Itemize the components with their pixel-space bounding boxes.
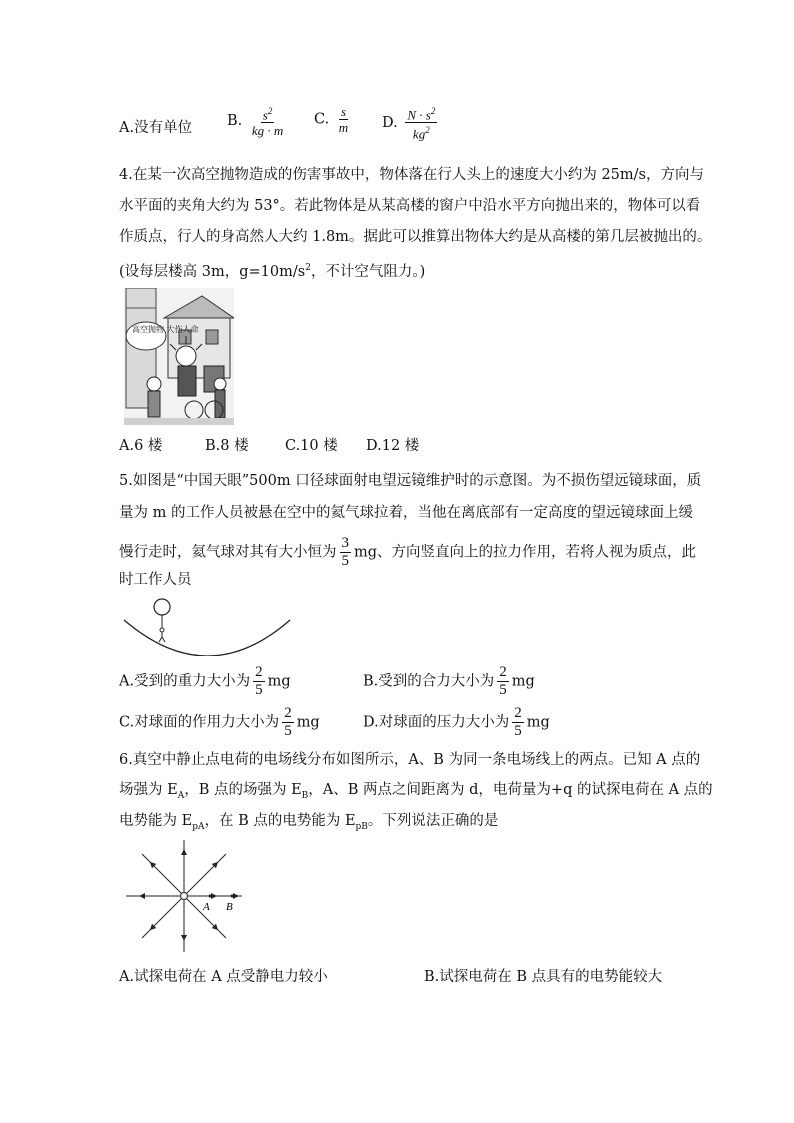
q3-b-denominator: kg · m [251,123,284,139]
q3-option-b-fraction: $\frac{s^2}{kg \cdot m}$ [251,106,284,139]
q5-option-a-unit: mg [267,673,291,690]
frac-den: 5 [514,723,522,739]
helium-balloon [154,599,170,615]
q4-option-c[interactable]: C.10 楼 [285,438,338,454]
q5-option-b-fraction [497,664,509,699]
q4-option-a[interactable]: A.6 楼 [119,438,163,454]
q6-option-b[interactable]: B.试探电荷在 B 点具有的电势能较大 [424,969,663,985]
point-a-label: A [203,901,210,913]
q3-b-numerator: s [262,107,268,123]
q5-frac-num: 3 [341,535,349,551]
q6-line-2 [119,780,713,806]
q3-option-c[interactable] [314,104,353,135]
q5-option-d-unit: mg [526,714,550,731]
q5-frac-den: 5 [341,553,349,569]
q6-option-a[interactable]: A.试探电荷在 A 点受静电力较小 [119,969,328,985]
q3-option-a[interactable] [119,118,192,138]
q6-sub-pa: pA [192,821,205,832]
q5-line-1: 5.如图是“中国天眼”500m 口径球面射电望远镜维护时的示意图。为不损伤望远镜球面，质 [119,473,702,489]
q6-line-3 [119,811,498,837]
q5-line-2: 量为 m 的工作人员被悬在空中的氦气球拉着，当他在离底部有一定高度的望远镜球面上缓 [119,505,693,521]
frac-den: 5 [284,723,292,739]
q5-line-3-a: 慢行走时，氦气球对其有大小恒为 [119,544,337,561]
q6-line-3-a: 电势能为 E [119,813,193,829]
spherical-surface [124,620,290,656]
q5-option-c-fraction [282,705,294,740]
q3-option-d-fraction: $\frac{N \cdot s^2}{kg^2}$ [407,106,436,142]
q3-d-numerator: N · s [407,107,431,123]
q6-line-3-c: 。下列说法正确的是 [367,813,499,829]
frac-den: 5 [499,682,507,698]
q4-line-4-a: (设每层楼高 3m，g=10m/s [119,263,306,280]
q3-option-b[interactable] [227,104,288,138]
q5-option-a-fraction [253,664,265,699]
q5-line-3-b: mg、方向竖直向上的拉力作用，若将人视为质点，此 [354,544,697,561]
q4-option-d[interactable]: D.12 楼 [366,438,420,454]
q5-option-b[interactable] [363,664,535,699]
q5-option-d-fraction [512,705,524,740]
frac-den: 5 [255,682,263,698]
q4-line-4 [119,258,425,282]
q5-line-3 [119,535,696,570]
q3-option-d-label: D. [382,114,398,131]
frac-num: 2 [255,664,263,680]
q6-line-2-c: ，A、B 两点之间距离为 d，电荷量为+q 的试探电荷在 A 点的 [308,782,713,798]
q5-option-b-text: B.受到的合力大小为 [363,673,495,690]
frac-num: 2 [284,705,292,721]
q4-line-4-sup: 2 [305,263,311,273]
q3-c-denominator: m [338,120,349,135]
q6-line-1: 6.真空中静止点电荷的电场线分布如图所示，A、B 为同一条电场线上的两点。已知 A 点的 [119,752,701,768]
q5-option-c[interactable] [119,705,320,740]
q5-line-4: 时工作人员 [119,572,192,588]
q5-option-a-text: A.受到的重力大小为 [119,673,251,690]
q4-line-1: 4.在某一次高空抛物造成的伤害事故中，物体落在行人头上的速度大小约为 25m/s，方向与 [119,167,704,183]
point-charge [181,893,188,900]
q6-line-2-a: 场强为 E [119,782,178,798]
q5-option-c-text: C.对球面的作用力大小为 [119,714,280,731]
q3-option-a-text: A.没有单位 [119,120,193,136]
frac-num: 2 [499,664,507,680]
q3-d-denominator: kg [412,126,426,142]
q6-sub-b: B [301,790,309,801]
point-a-dot [209,895,212,898]
frac-num: 2 [514,705,522,721]
cartoon-sign-text: 高空抛物 大伤人命 [132,325,199,334]
q6-line-2-b: ，B 点的场强为 E [184,782,302,798]
q3-option-b-label: B. [227,113,243,130]
electric-field-diagram [124,838,250,956]
q5-option-d[interactable] [363,705,550,740]
point-b-dot [231,895,234,898]
q6-sub-a: A [177,790,185,801]
falling-object-cartoon [124,288,234,425]
q3-c-numerator: s [340,104,347,119]
q4-line-4-b: ，不计空气阻力。) [310,263,426,280]
q5-option-c-unit: mg [296,714,320,731]
q5-option-a[interactable] [119,664,291,699]
q4-line-3: 作质点，行人的身高然人大约 1.8m。据此可以推算出物体大约是从高楼的第几层被抛出的。 [119,229,712,245]
q3-option-d[interactable] [382,104,440,142]
q4-line-2: 水平面的夹角大约为 53°。若此物体是从某高楼的窗户中沿水平方向抛出来的，物体可以看 [119,198,701,214]
q6-line-3-b: ，在 B 点的电势能为 E [204,813,356,829]
q3-option-c-label: C. [314,111,330,128]
q3-option-c-fraction [337,104,350,135]
q6-sub-pb: pB [355,821,368,832]
q4-option-b[interactable]: B.8 楼 [205,438,249,454]
q5-option-b-unit: mg [511,673,535,690]
q5-fraction [340,535,352,570]
point-b-label: B [226,901,233,913]
telescope-bowl-diagram [118,596,298,656]
q5-option-d-text: D.对球面的压力大小为 [363,714,510,731]
